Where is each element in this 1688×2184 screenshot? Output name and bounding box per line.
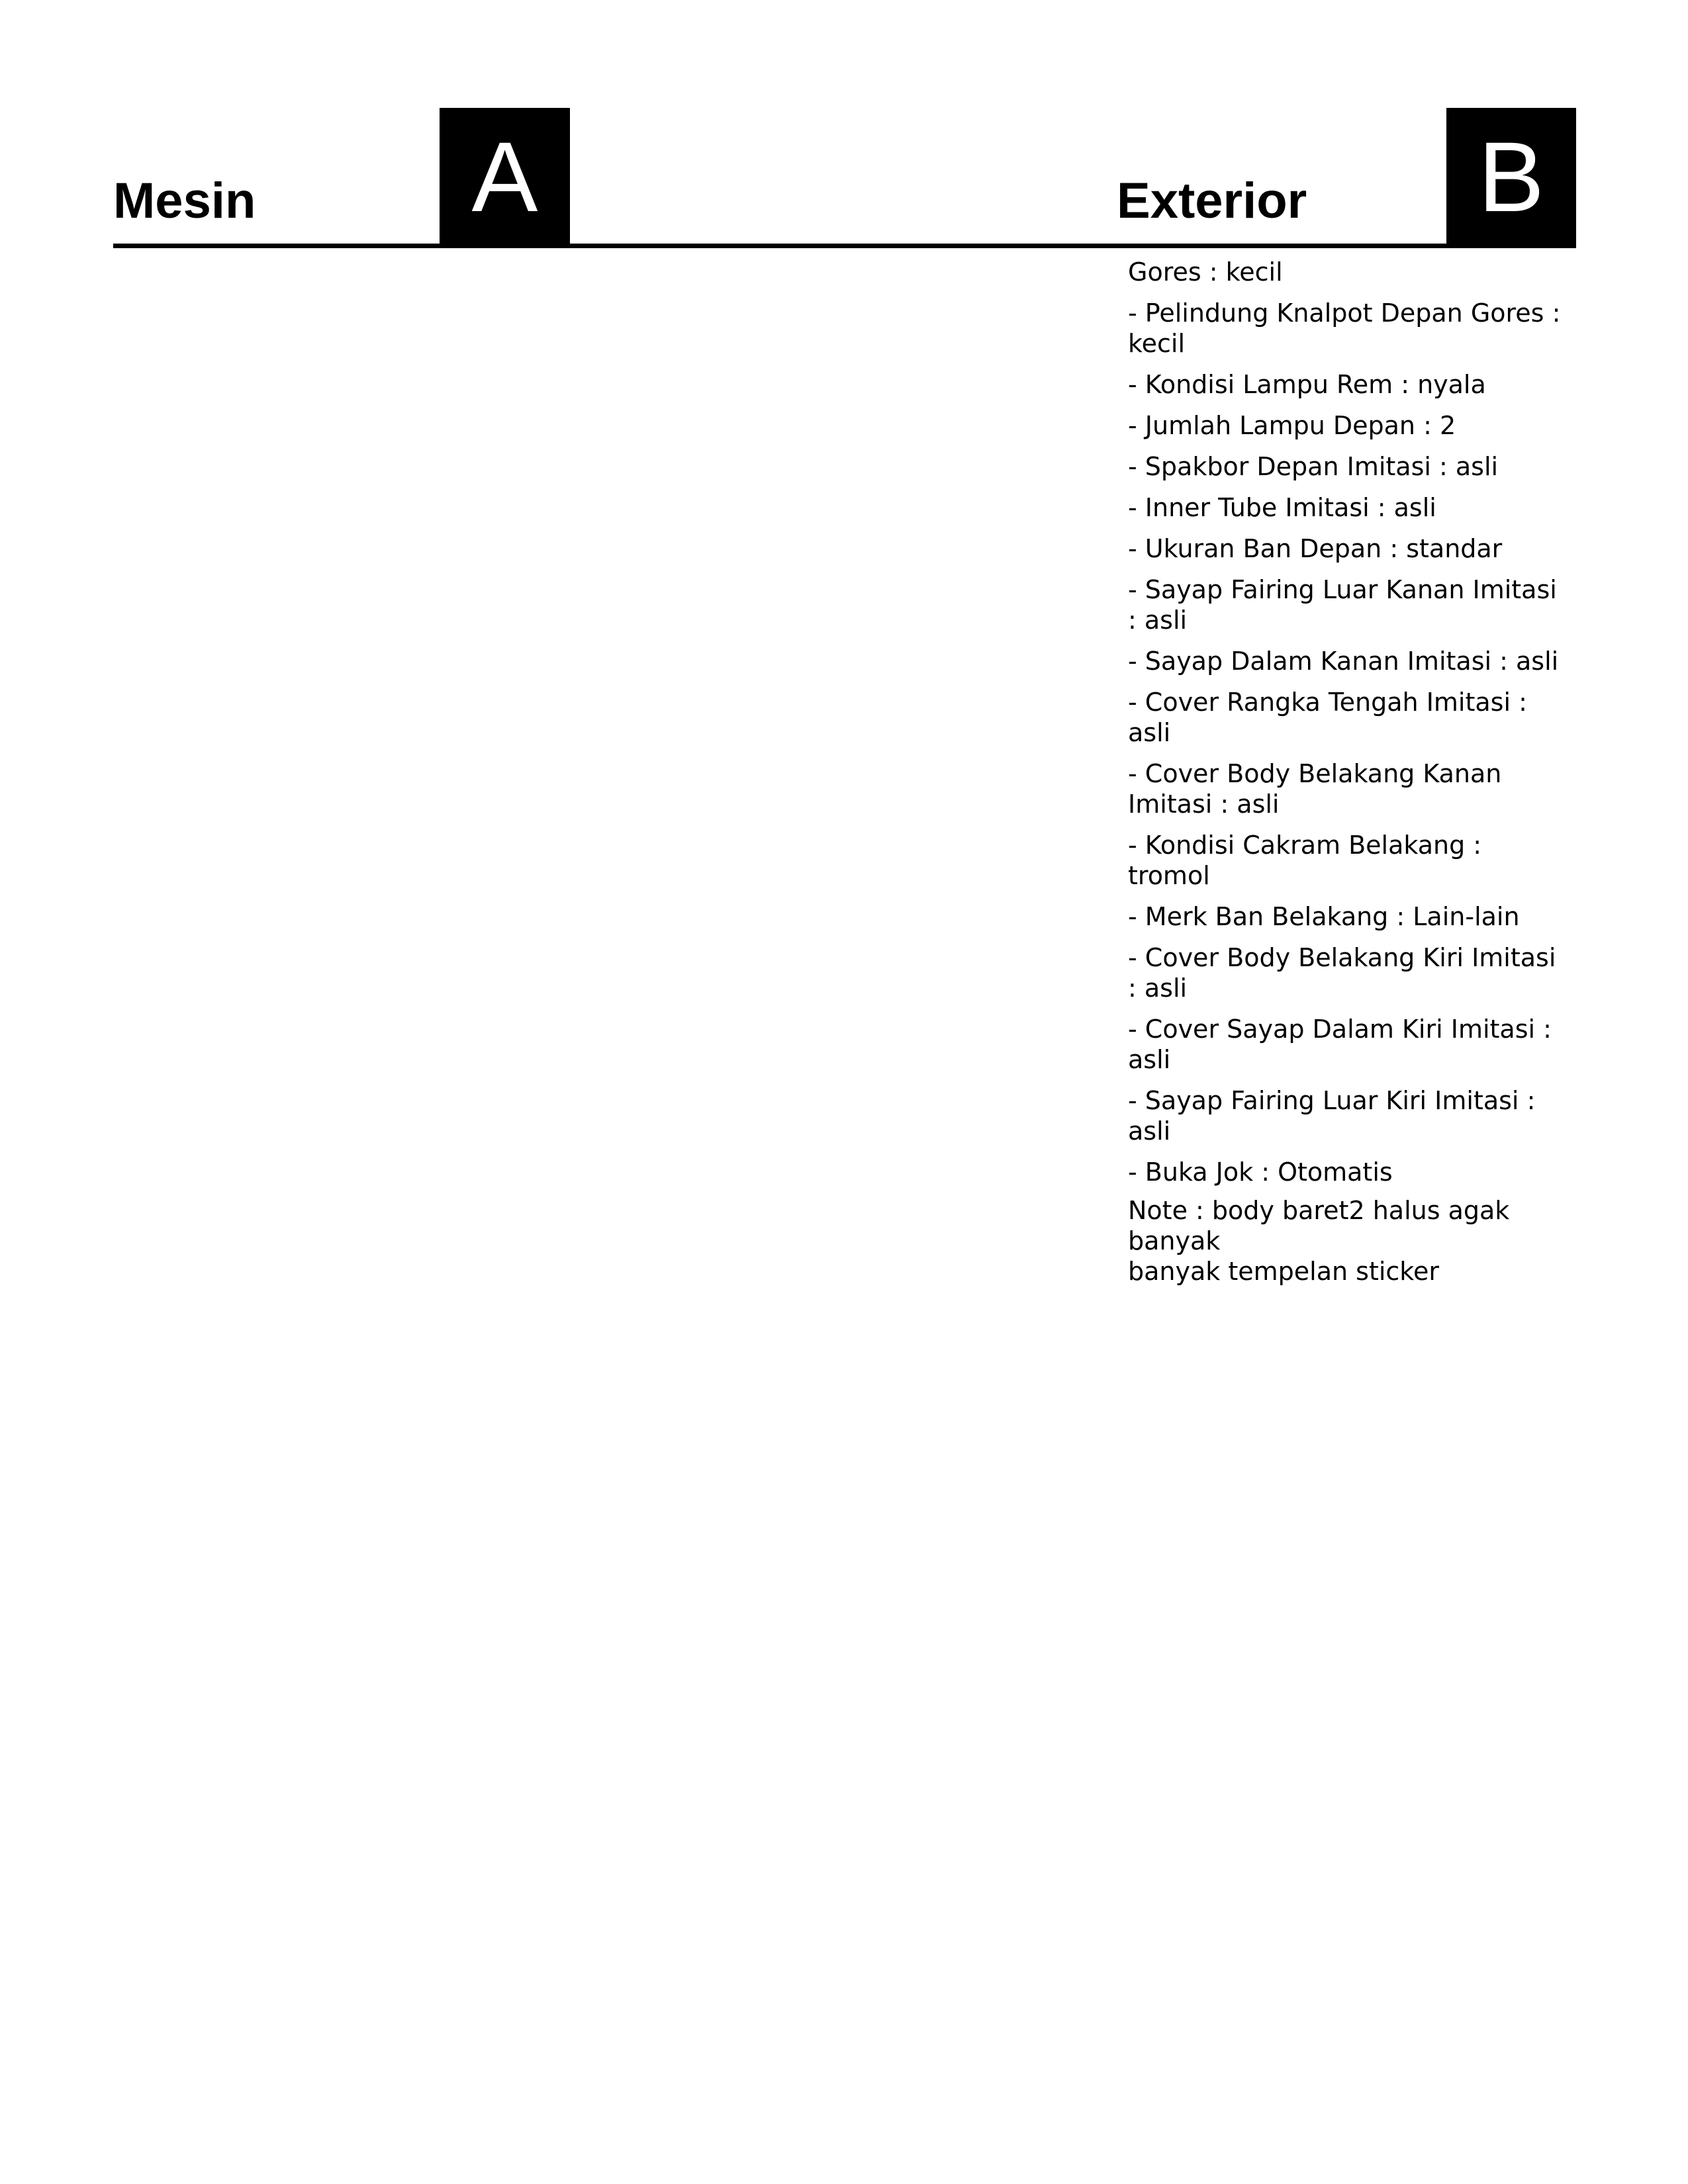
exterior-item: - Cover Body Belakang Kanan Imitasi : asli bbox=[1128, 759, 1502, 819]
exterior-item: - Kondisi Cakram Belakang : tromol bbox=[1128, 831, 1482, 890]
exterior-item: - Buka Jok : Otomatis bbox=[1128, 1158, 1393, 1187]
header-divider bbox=[113, 244, 1576, 248]
exterior-item: - Kondisi Lampu Rem : nyala bbox=[1128, 370, 1486, 399]
exterior-item: Gores : kecil bbox=[1128, 257, 1283, 287]
exterior-item: - Cover Rangka Tengah Imitasi : asli bbox=[1128, 688, 1527, 747]
exterior-item: - Pelindung Knalpot Depan Gores : kecil bbox=[1128, 298, 1561, 358]
note-line: banyak tempelan sticker bbox=[1128, 1257, 1439, 1286]
exterior-item: - Sayap Fairing Luar Kanan Imitasi : asli bbox=[1128, 575, 1557, 635]
inspection-note bbox=[1128, 1195, 1565, 1287]
exterior-item: - Sayap Fairing Luar Kiri Imitasi : asli bbox=[1128, 1086, 1536, 1146]
exterior-condition-list bbox=[1128, 257, 1565, 1198]
note-line: Note : body baret2 halus agak banyak bbox=[1128, 1196, 1510, 1255]
exterior-item: - Cover Body Belakang Kiri Imitasi : asli bbox=[1128, 943, 1556, 1003]
exterior-item: - Inner Tube Imitasi : asli bbox=[1128, 493, 1436, 522]
exterior-item: - Spakbor Depan Imitasi : asli bbox=[1128, 452, 1499, 481]
section-letter-badge-b: B bbox=[1446, 108, 1576, 246]
exterior-item: - Merk Ban Belakang : Lain-lain bbox=[1128, 902, 1520, 931]
exterior-item: - Cover Sayap Dalam Kiri Imitasi : asli bbox=[1128, 1015, 1552, 1074]
exterior-item: - Sayap Dalam Kanan Imitasi : asli bbox=[1128, 647, 1559, 676]
section-title-mesin: Mesin bbox=[113, 173, 256, 229]
section-letter-badge-a: A bbox=[440, 108, 570, 246]
section-title-exterior: Exterior bbox=[1117, 173, 1307, 229]
exterior-item: - Ukuran Ban Depan : standar bbox=[1128, 534, 1503, 563]
exterior-item: - Jumlah Lampu Depan : 2 bbox=[1128, 411, 1456, 440]
